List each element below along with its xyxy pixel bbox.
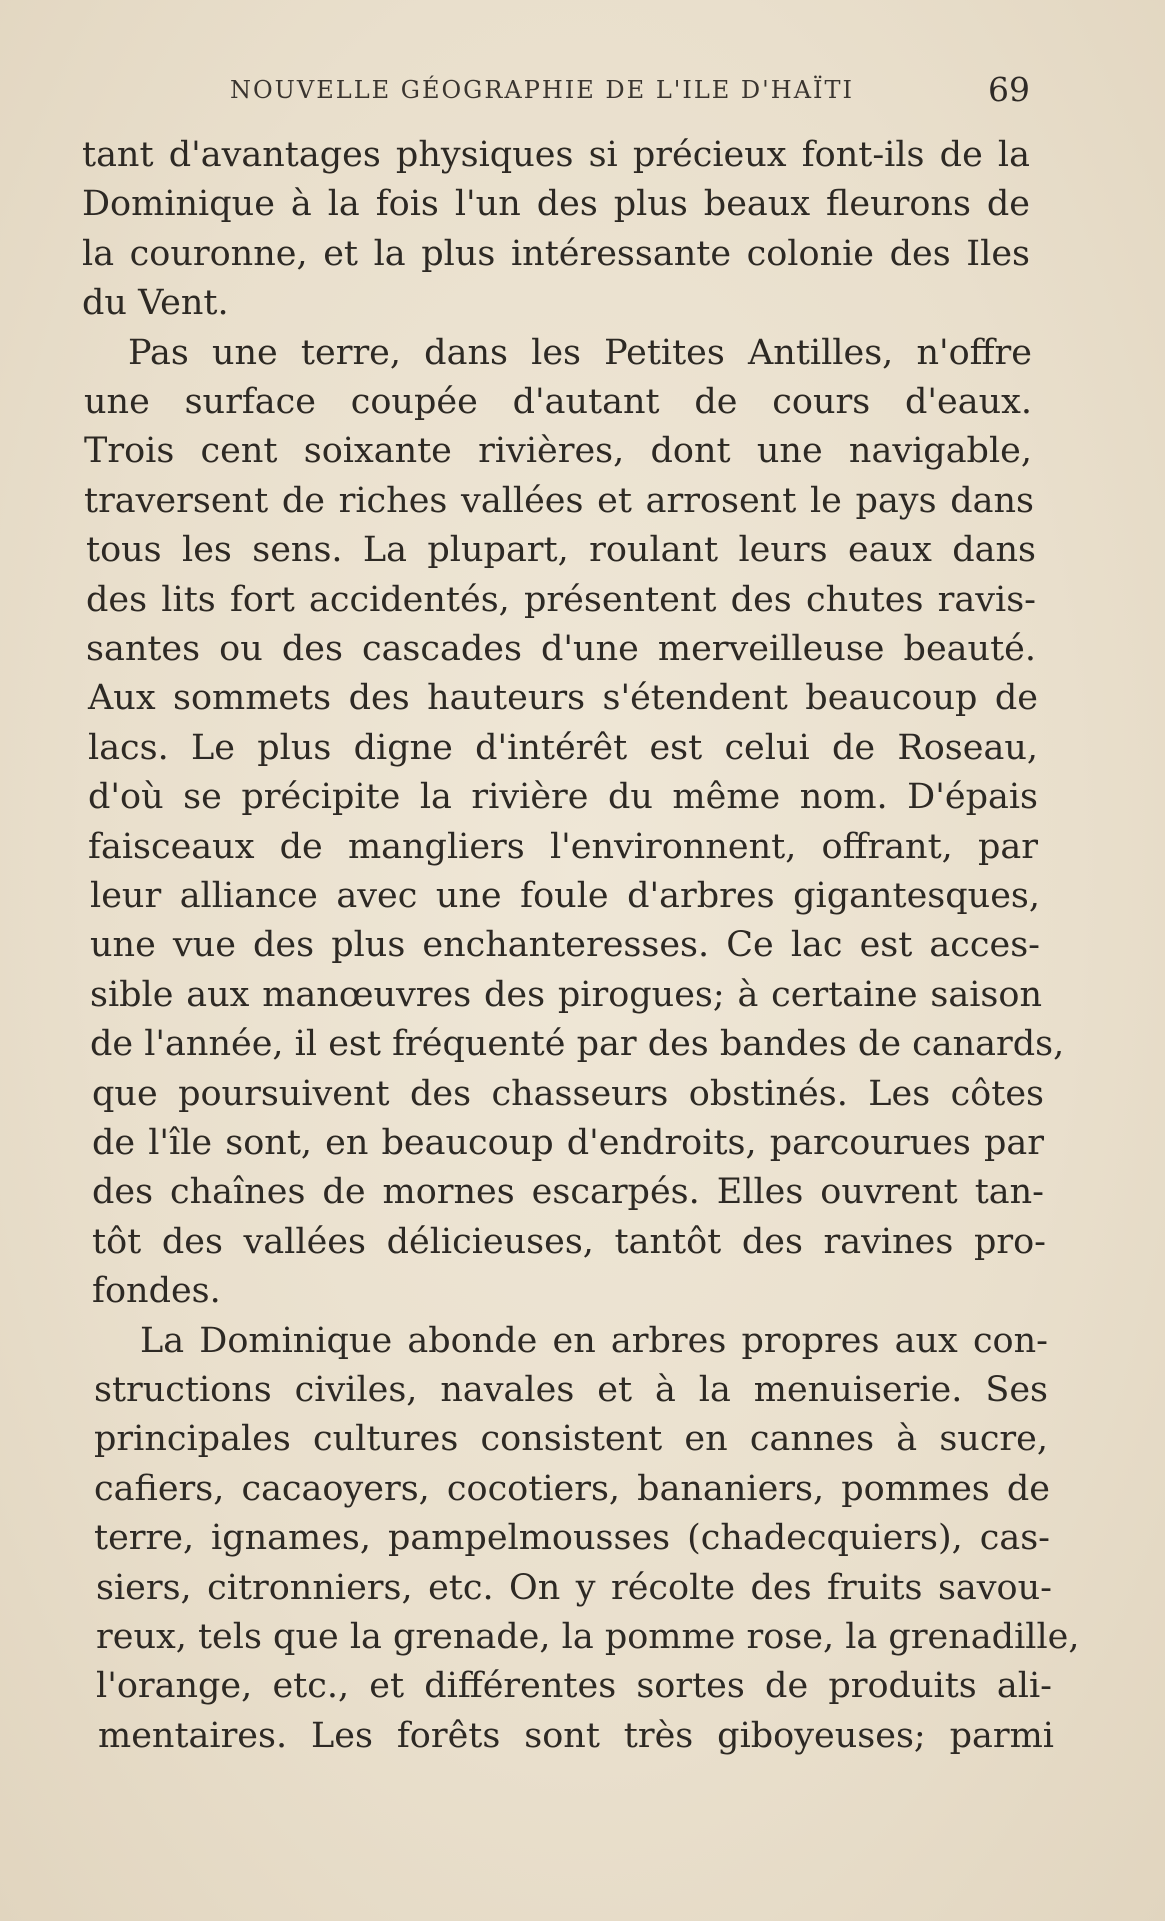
text-line: structions civiles, navales et à la menuiserie. Ses [94, 1370, 1048, 1410]
text-line: de l'île sont, en beaucoup d'endroits, parcourues par [92, 1123, 1044, 1163]
text-line: principales cultures consistent en cannes à sucre, [94, 1419, 1048, 1459]
text-line: reux, tels que la grenade, la pomme rose, la grenadille, [96, 1617, 1080, 1657]
text-line: mentaires. Les forêts sont très giboyeuses; parmi [98, 1716, 1054, 1756]
text-line: santes ou des cascades d'une merveilleuse beauté. [86, 629, 1036, 669]
text-line: tôt des vallées délicieuses, tantôt des ravines pro- [92, 1222, 1046, 1262]
text-line: lacs. Le plus digne d'intérêt est celui de Roseau, [88, 728, 1038, 768]
text-line: cafiers, cacaoyers, cocotiers, bananiers, pommes de [94, 1469, 1050, 1509]
text-line: de l'année, il est fréquenté par des bandes de canards, [90, 1024, 1065, 1064]
text-line: la couronne, et la plus intéressante colonie des Iles [82, 234, 1030, 274]
text-line: une vue des plus enchanteresses. Ce lac est acces- [90, 925, 1040, 965]
running-title: NOUVELLE GÉOGRAPHIE DE L'ILE D'HAÏTI [230, 76, 854, 104]
text-line: leur alliance avec une foule d'arbres gigantesques, [90, 876, 1040, 916]
page-number: 69 [988, 70, 1030, 109]
text-line: terre, ignames, pampelmousses (chadecquiers), cas- [94, 1518, 1050, 1558]
text-line: La Dominique abonde en arbres propres aux con- [140, 1321, 1048, 1361]
text-line: que poursuivent des chasseurs obstinés. Les côtes [92, 1074, 1044, 1114]
text-line: sible aux manœuvres des pirogues; à certaine saison [90, 975, 1042, 1015]
text-line: faisceaux de mangliers l'environnent, offrant, par [88, 827, 1038, 867]
text-line: l'orange, etc., et différentes sortes de produits ali- [96, 1666, 1052, 1706]
text-line: tous les sens. La plupart, roulant leurs eaux dans [86, 530, 1036, 570]
text-line: une surface coupée d'autant de cours d'eaux. [84, 382, 1032, 422]
text-line: fondes. [92, 1271, 221, 1311]
text-line: des lits fort accidentés, présentent des chutes ravis- [86, 580, 1036, 620]
text-line: Trois cent soixante rivières, dont une navigable, [84, 431, 1032, 471]
text-line: Dominique à la fois l'un des plus beaux fleurons de [82, 184, 1030, 224]
text-line: Aux sommets des hauteurs s'étendent beaucoup de [88, 678, 1038, 718]
text-line: des chaînes de mornes escarpés. Elles ouvrent tan- [92, 1172, 1044, 1212]
page-header [0, 70, 1165, 110]
text-line: du Vent. [82, 283, 229, 323]
text-line: Pas une terre, dans les Petites Antilles, n'offre [128, 333, 1032, 373]
text-line: tant d'avantages physiques si précieux font-ils de la [82, 135, 1030, 175]
text-line: traversent de riches vallées et arrosent le pays dans [84, 481, 1034, 521]
text-line: d'où se précipite la rivière du même nom. D'épais [88, 777, 1038, 817]
text-line: siers, citronniers, etc. On y récolte des fruits savou- [96, 1568, 1052, 1608]
